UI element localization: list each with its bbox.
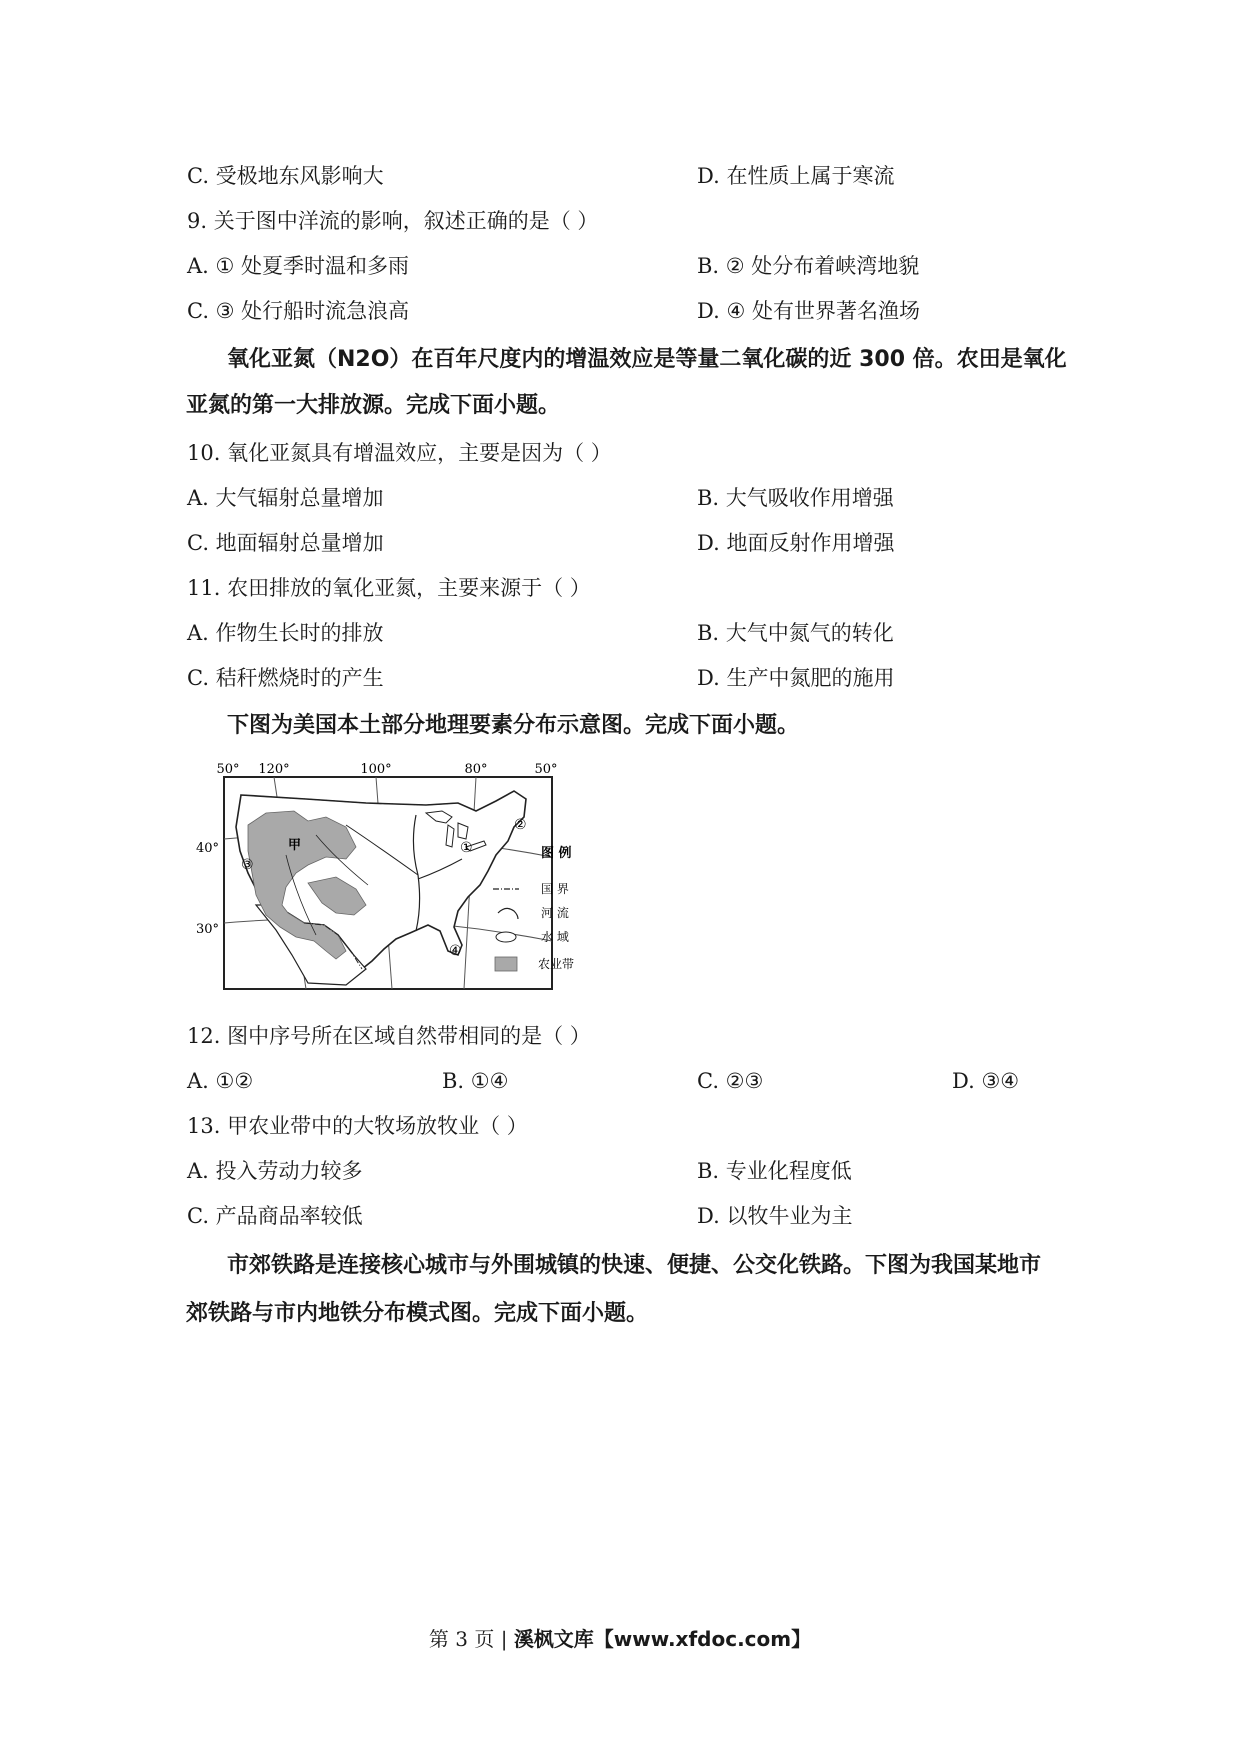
q9-option-b: B. ② 处分布着峡湾地貌 [697,254,920,278]
region-label-jia: 甲 [288,838,302,853]
q12-option-c: C. ②③ [697,1069,764,1093]
q12-stem: 12. 图中序号所在区域自然带相同的是（ ） [187,1024,591,1048]
lat-label-40n: 40° [196,841,220,856]
q10-option-b: B. 大气吸收作用增强 [697,486,894,510]
q11-option-d: D. 生产中氮肥的施用 [697,666,895,690]
passage-n2o-line1: 氧化亚氮（N2O）在百年尺度内的增温效应是等量二氧化碳的近 300 倍。农田是氧化 [227,347,1067,372]
legend-water-symbol [496,932,516,942]
passage-rail-line2: 郊铁路与市内地铁分布模式图。完成下面小题。 [186,1301,649,1326]
usa-map-figure [196,755,656,992]
q13-option-c: C. 产品商品率较低 [187,1204,363,1228]
passage-rail-line1: 市郊铁路是连接核心城市与外围城镇的快速、便捷、公交化铁路。下图为我国某地市 [227,1253,1042,1278]
lon-label-50w-east: 50° [534,762,558,777]
q13-option-b: B. 专业化程度低 [697,1159,852,1183]
footer-brand-link[interactable]: 溪枫文库【www.xfdoc.com】 [513,1627,812,1651]
marker-1: ① [460,840,473,856]
q10-option-c: C. 地面辐射总量增加 [187,531,384,555]
q9-option-c: C. ③ 处行船时流急浪高 [187,299,410,323]
legend-item-agri: 农业带 [538,957,575,971]
q13-option-d: D. 以牧牛业为主 [697,1204,853,1228]
lat-label-30n: 30° [196,922,220,937]
lake-michigan [446,825,454,847]
legend-item-water: 水 域 [541,930,569,944]
marker-4: ④ [449,943,462,959]
q12-option-d: D. ③④ [952,1069,1020,1093]
marker-3: ③ [241,857,254,873]
q13-stem: 13. 甲农业带中的大牧场放牧业（ ） [187,1114,528,1138]
q13-option-a: A. 投入劳动力较多 [187,1159,363,1183]
q9-stem: 9. 关于图中洋流的影响，叙述正确的是（ ） [187,209,599,233]
passage-n2o-line2: 亚氮的第一大排放源。完成下面小题。 [186,393,561,418]
q11-option-a: A. 作物生长时的排放 [187,621,384,645]
page-footer [0,1625,1240,1653]
q9-option-a: A. ① 处夏季时温和多雨 [187,254,410,278]
footer-separator: | [500,1627,508,1651]
page-number: 第 3 页 [428,1627,495,1651]
passage-usa: 下图为美国本土部分地理要素分布示意图。完成下面小题。 [227,713,800,738]
q8-option-d: D. 在性质上属于寒流 [697,164,895,188]
legend-item-river: 河 流 [541,906,569,920]
q10-option-d: D. 地面反射作用增强 [697,531,895,555]
q11-option-b: B. 大气中氮气的转化 [697,621,894,645]
q11-stem: 11. 农田排放的氧化亚氮，主要来源于（ ） [187,576,591,600]
q12-option-a: A. ①② [187,1069,254,1093]
q11-option-c: C. 秸秆燃烧时的产生 [187,666,384,690]
legend-item-border: 国 界 [541,882,569,896]
legend-agri-symbol [495,957,517,971]
lon-label-100w: 100° [360,762,392,777]
lon-label-120w: 120° [258,762,290,777]
q10-option-a: A. 大气辐射总量增加 [187,486,384,510]
q12-option-b: B. ①④ [442,1069,509,1093]
q9-option-d: D. ④ 处有世界著名渔场 [697,299,920,323]
marker-2: ② [514,817,527,833]
lon-label-80w: 80° [464,762,488,777]
legend-title: 图 例 [541,846,572,861]
lon-label-50w: 50° [216,762,240,777]
q10-stem: 10. 氧化亚氮具有增温效应，主要是因为（ ） [187,441,612,465]
q8-option-c: C. 受极地东风影响大 [187,164,384,188]
